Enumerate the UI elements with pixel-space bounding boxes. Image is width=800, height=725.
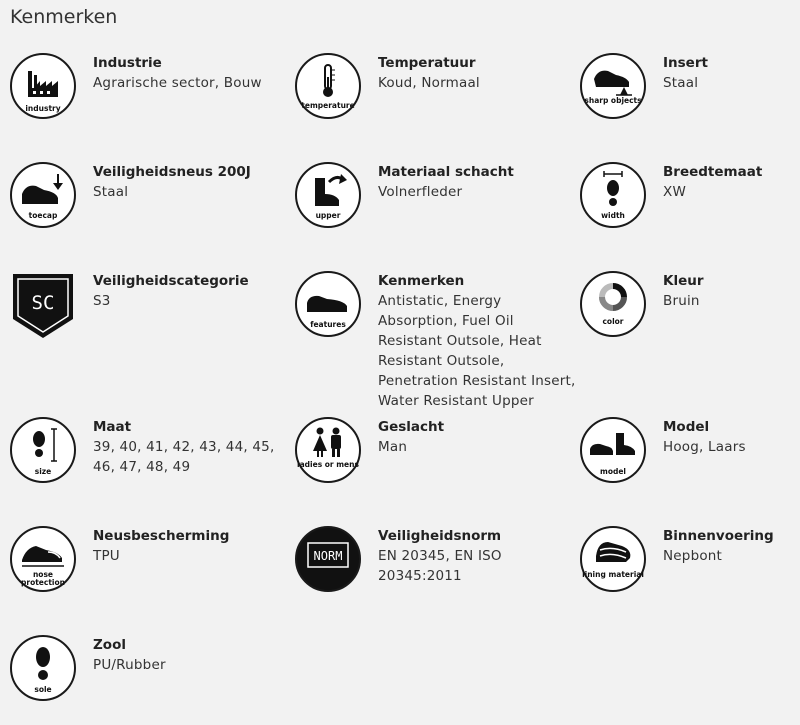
features-icon — [295, 271, 361, 337]
icon-caption: features — [310, 320, 346, 329]
icon-caption: lining material — [582, 570, 644, 579]
size-icon — [10, 417, 76, 483]
feature-label: Zool — [93, 637, 126, 653]
icon-caption: nose protection — [21, 570, 65, 587]
feature-label: Kleur — [663, 273, 704, 289]
feature-label: Industrie — [93, 55, 162, 71]
icon-caption: size — [34, 467, 52, 476]
thermometer-icon — [295, 53, 361, 119]
feature-value: Staal — [93, 184, 129, 200]
feature-value: EN 20345, EN ISO 20345:2011 — [378, 548, 502, 584]
feature-value: PU/Rubber — [93, 657, 166, 673]
sole-icon — [10, 635, 76, 701]
feature-label: Veiligheidscategorie — [93, 273, 249, 289]
feature-value: Nepbont — [663, 548, 723, 564]
feature-value: Staal — [663, 75, 699, 91]
icon-caption: width — [601, 211, 625, 220]
sharp-objects-icon — [580, 53, 646, 119]
feature-label: Neusbescherming — [93, 528, 230, 544]
icon-caption: temperature — [301, 101, 355, 110]
safety-category-icon — [10, 271, 76, 341]
icon-caption: industry — [25, 104, 61, 113]
feature-label: Veiligheidsnorm — [378, 528, 502, 544]
feature-label: Kenmerken — [378, 273, 465, 289]
icon-caption: ladies or mens — [297, 460, 359, 469]
feature-value: Agrarische sector, Bouw — [93, 75, 262, 91]
icon-caption: sole — [34, 685, 52, 694]
norm-caption: NORM — [313, 549, 343, 563]
feature-value: TPU — [93, 548, 120, 564]
feature-label: Binnenvoering — [663, 528, 774, 544]
feature-label: Insert — [663, 55, 708, 71]
width-icon — [580, 162, 646, 228]
feature-label: Temperatuur — [378, 55, 476, 71]
feature-value: 39, 40, 41, 42, 43, 44, 45, 46, 47, 48, 49 — [93, 439, 275, 475]
upper-icon — [295, 162, 361, 228]
industry-icon — [10, 53, 76, 119]
icon-caption: sharp objects — [584, 96, 642, 105]
shield-caption: SC — [31, 292, 55, 314]
gender-icon — [295, 417, 361, 483]
icon-caption: color — [602, 317, 624, 326]
lining-material-icon — [580, 526, 646, 592]
feature-label: Materiaal schacht — [378, 164, 514, 180]
feature-label: Veiligheidsneus 200J — [93, 164, 251, 180]
feature-value: XW — [663, 184, 686, 200]
feature-label: Maat — [93, 419, 132, 435]
feature-value: Antistatic, Energy Absorption, Fuel Oil Resistant Outsole, Heat Resistant Outsole, Penetration Resistant Insert, Water Resistant Upper — [378, 293, 576, 409]
nose-protection-icon — [10, 526, 76, 592]
feature-label: Geslacht — [378, 419, 445, 435]
feature-value: Hoog, Laars — [663, 439, 746, 455]
feature-value: Bruin — [663, 293, 700, 309]
feature-label: Breedtemaat — [663, 164, 763, 180]
page-title: Kenmerken — [10, 6, 118, 28]
feature-label: Model — [663, 419, 710, 435]
norm-icon — [295, 526, 361, 592]
icon-caption: toecap — [28, 211, 58, 220]
toecap-icon — [10, 162, 76, 228]
icon-caption: model — [600, 467, 626, 476]
feature-value: Koud, Normaal — [378, 75, 480, 91]
icon-caption: upper — [315, 211, 341, 220]
feature-value: S3 — [93, 293, 111, 309]
feature-value: Volnerfleder — [378, 184, 463, 200]
feature-value: Man — [378, 439, 408, 455]
color-icon — [580, 271, 646, 337]
model-icon — [580, 417, 646, 483]
